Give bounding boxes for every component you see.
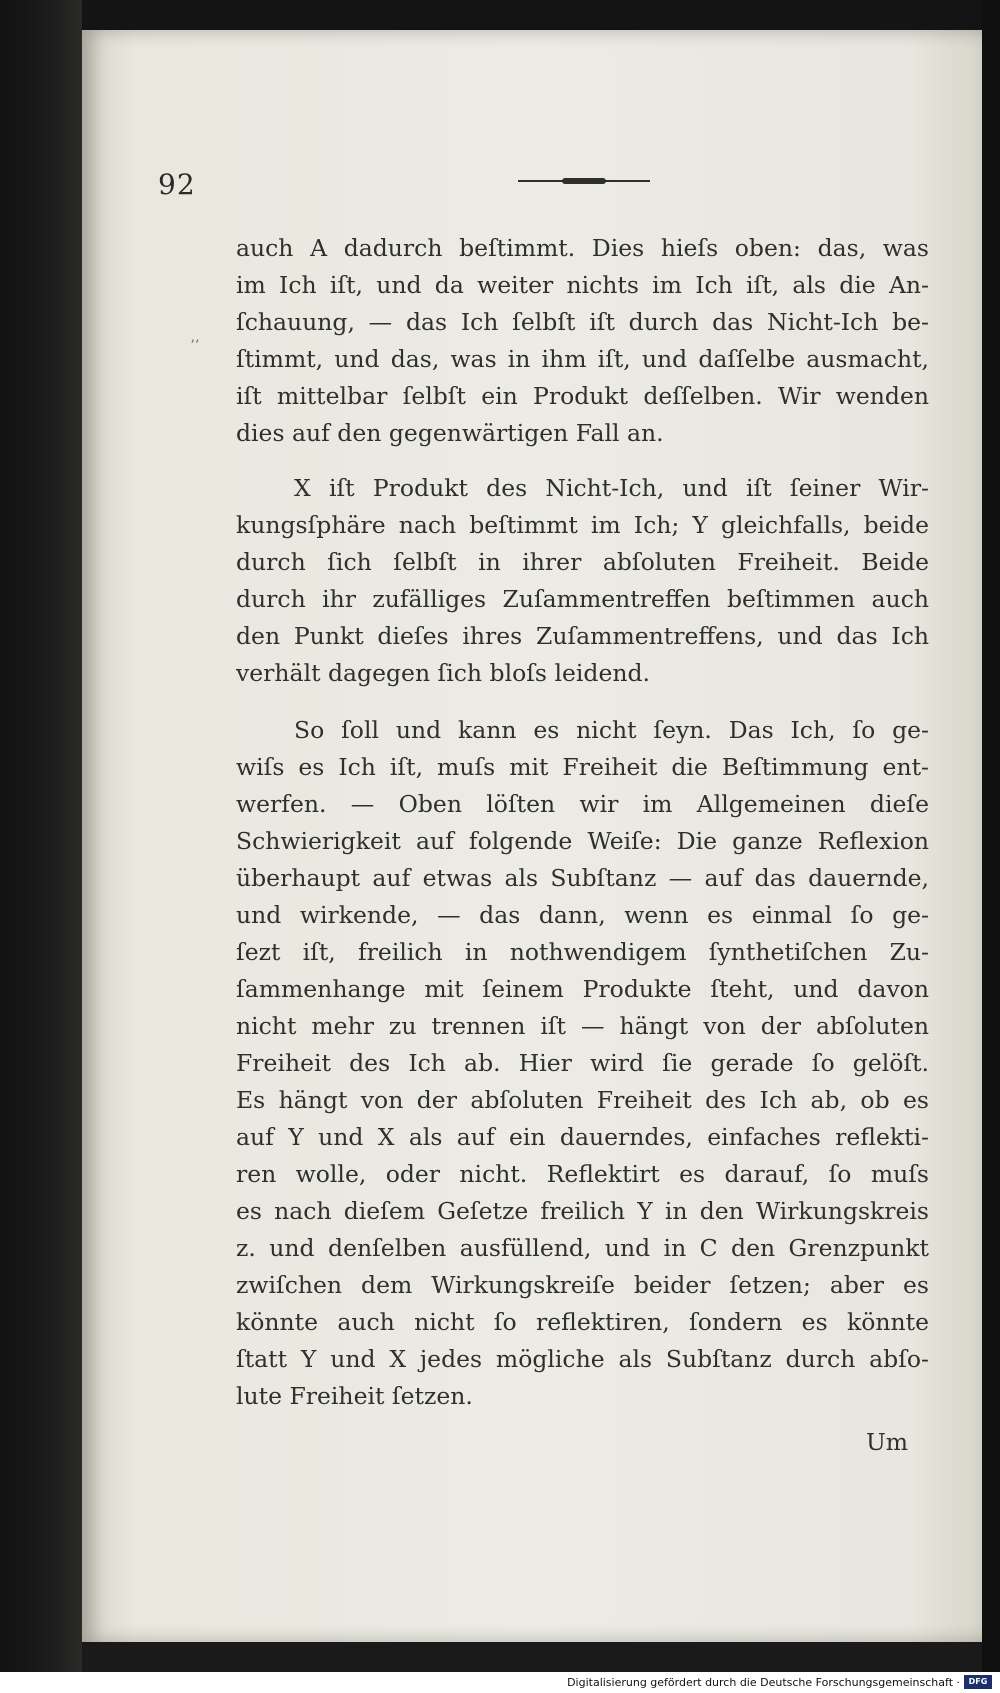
text-line: nicht mehr zu trennen iſt — hängt von der abſoluten bbox=[236, 1012, 929, 1040]
footer-credit-text: Digitalisierung gefördert durch die Deutsche Forschungsgemeinschaft · bbox=[567, 1676, 960, 1689]
paragraph-3 bbox=[236, 712, 929, 1415]
text-line: könnte auch nicht ſo reflektiren, ſondern es könnte bbox=[236, 1308, 929, 1336]
text-line: iſt mittelbar ſelbſt ein Produkt deſſelben. Wir wenden bbox=[236, 382, 929, 410]
text-line: wiſs es Ich iſt, muſs mit Freiheit die Beſtimmung ent- bbox=[236, 753, 929, 781]
text-line: dies auf den gegenwärtigen Fall an. bbox=[236, 419, 664, 447]
text-line: es nach dieſem Geſetze freilich Y in den Wirkungskreis bbox=[236, 1197, 929, 1225]
text-line: ſtatt Y und X jedes mögliche als Subſtanz durch abſo- bbox=[236, 1345, 929, 1373]
scan-background-left bbox=[0, 0, 82, 1693]
text-line: So ſoll und kann es nicht ſeyn. Das Ich, ſo ge- bbox=[294, 716, 929, 744]
text-line: lute Freiheit ſetzen. bbox=[236, 1382, 473, 1410]
text-line: auch A dadurch beſtimmt. Dies hieſs oben: das, was bbox=[236, 234, 929, 262]
text-line: und wirkende, — das dann, wenn es einmal ſo ge- bbox=[236, 901, 929, 929]
catchword: Um bbox=[866, 1428, 909, 1456]
header-ornament-rule bbox=[518, 178, 650, 184]
text-line: z. und denſelben ausfüllend, und in C den Grenzpunkt bbox=[236, 1234, 929, 1262]
text-line: ſammenhange mit ſeinem Produkte ſteht, und davon bbox=[236, 975, 929, 1003]
scan-background-right bbox=[982, 0, 1000, 1693]
digitization-footer bbox=[0, 1672, 1000, 1693]
text-line: überhaupt auf etwas als Subſtanz — auf das dauernde, bbox=[236, 864, 929, 892]
paragraph-1 bbox=[236, 230, 929, 452]
text-line: Schwierigkeit auf folgende Weiſe: Die ganze Reflexion bbox=[236, 827, 929, 855]
text-line: ſtimmt, und das, was in ihm iſt, und daſſelbe ausmacht, bbox=[236, 345, 929, 373]
margin-pencil-mark: ʼʼ bbox=[190, 338, 199, 354]
scan-background-top bbox=[0, 0, 1000, 30]
text-line: ſchauung, — das Ich ſelbſt iſt durch das Nicht-Ich be- bbox=[236, 308, 929, 336]
text-line: verhält dagegen ſich bloſs leidend. bbox=[236, 659, 651, 687]
text-line: ren wolle, oder nicht. Reflektirt es darauf, ſo muſs bbox=[236, 1160, 929, 1188]
text-line: Es hängt von der abſoluten Freiheit des Ich ab, ob es bbox=[236, 1086, 929, 1114]
paragraph-2 bbox=[236, 470, 929, 692]
text-line: Freiheit des Ich ab. Hier wird ſie gerade ſo gelöſt. bbox=[236, 1049, 929, 1077]
text-line: werfen. — Oben löſten wir im Allgemeinen dieſe bbox=[236, 790, 929, 818]
text-line: auf Y und X als auf ein dauerndes, einfaches reflekti- bbox=[236, 1123, 929, 1151]
text-line: ſezt iſt, freilich in nothwendigem ſynthetiſchen Zu- bbox=[236, 938, 929, 966]
text-line: kungsſphäre nach beſtimmt im Ich; Y gleichfalls, beide bbox=[236, 511, 929, 539]
page-number: 92 bbox=[158, 168, 196, 201]
text-line: durch ſich ſelbſt in ihrer abſoluten Freiheit. Beide bbox=[236, 548, 929, 576]
text-line: zwiſchen dem Wirkungskreiſe beider ſetzen; aber es bbox=[236, 1271, 929, 1299]
text-line: den Punkt dieſes ihres Zuſammentreffens, und das Ich bbox=[236, 622, 929, 650]
text-line: im Ich iſt, und da weiter nichts im Ich iſt, als die An- bbox=[236, 271, 929, 299]
text-line: durch ihr zufälliges Zuſammentreffen beſtimmen auch bbox=[236, 585, 929, 613]
dfg-logo: DFG bbox=[964, 1675, 992, 1689]
header-rule-ornament bbox=[562, 178, 606, 184]
text-line: X iſt Produkt des Nicht-Ich, und iſt ſeiner Wir- bbox=[294, 474, 929, 502]
